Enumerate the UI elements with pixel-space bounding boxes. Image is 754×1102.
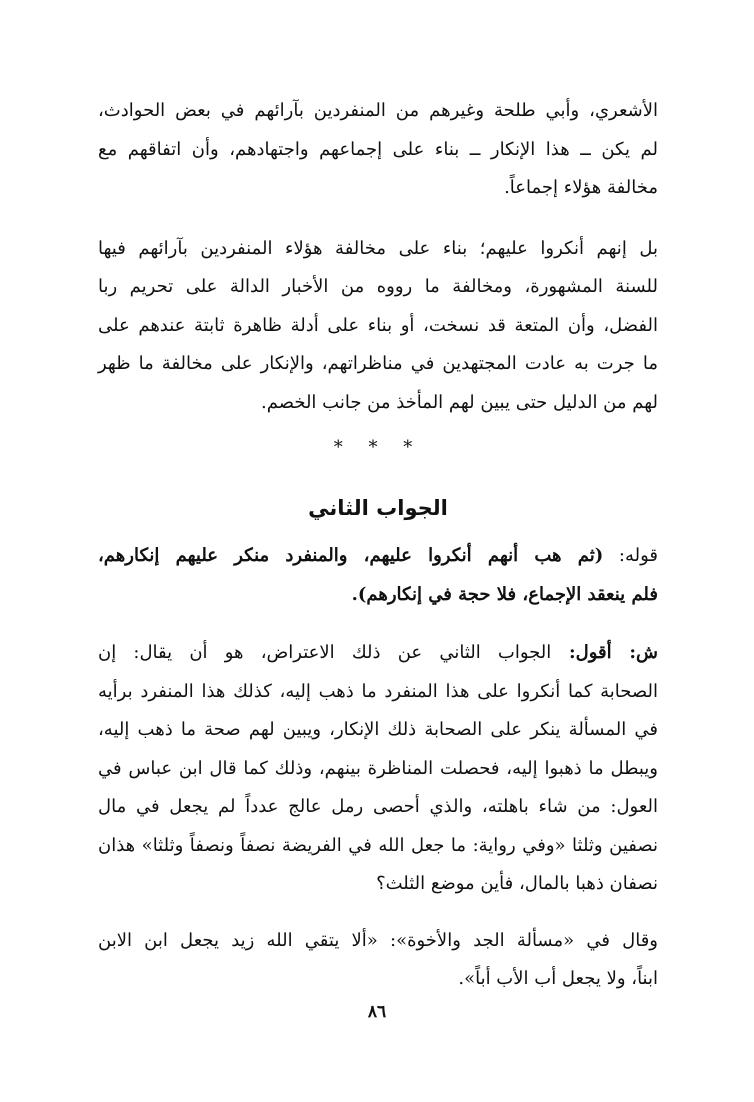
paragraph-2-line: لهم من الدليل حتى يبين لهم المأخذ من جانب الخصم. — [261, 391, 658, 413]
section-separator: * * * — [333, 437, 423, 458]
quote-text: (ثم هب أنهم أنكروا عليهم، والمنفرد منكر عليهم إنكارهم، — [98, 545, 604, 566]
paragraph-5-line: وقال في «مسألة الجد والأخوة»: «ألا يتقي الله زيد يجعل ابن الابن — [98, 929, 658, 951]
quote-paragraph — [98, 537, 658, 614]
page-number: ٨٦ — [367, 1002, 387, 1022]
quote-line: فلم ينعقد الإجماع، فلا حجة في إنكارهم). — [351, 583, 658, 605]
quote-lead: قوله: — [603, 545, 658, 566]
paragraph-2 — [98, 230, 658, 423]
paragraph-4-line: الصحابة كما أنكروا على هذا المنفرد ما ذهب إليه، كذلك هذا المنفرد برأيه — [98, 680, 658, 702]
paragraph-2-line: ما جرت به عادت المجتهدين في مناظراتهم، والإنكار على مخالفة ما ظهر — [98, 353, 658, 374]
paragraph-1-line: مخالفة هؤلاء إجماعاً. — [504, 177, 658, 198]
paragraph-4-line: في المسألة ينكر على الصحابة ذلك الإنكار، ويبين لهم صحة ما ذهب إليه، — [98, 719, 658, 740]
paragraph-4-line: نصفين وثلثا «وفي رواية: ما جعل الله في الفريضة نصفاً ونصفاً وثلثا» هذان — [98, 834, 658, 856]
paragraph-4-line: العول: من شاء باهلته، والذي أحصى رمل عالج عدداً لم يجعل في مال — [98, 796, 658, 817]
paragraph-5-line: ابناً، ولا يجعل أب الأب أباً». — [458, 968, 658, 989]
paragraph-1-line: لم يكن ــ هذا الإنكار ــ بناء على إجماعهم واجتهادهم، وأن اتفاقهم مع — [98, 138, 658, 160]
paragraph-1 — [98, 92, 658, 208]
paragraph-4-line: ويبطل ما ذهبوا إليه، فحصلت المناظرة بينهم، وذلك كما قال ابن عباس في — [98, 757, 658, 779]
paragraph-4-lead: ش: أقول: — [551, 642, 658, 663]
paragraph-4-text: الجواب الثاني عن ذلك الاعتراض، هو أن يقال: إن — [98, 642, 552, 663]
paragraph-2-line: الفضل، وأن المتعة قد نسخت، أو بناء على أدلة ظاهرة ثابتة عندهم على — [98, 314, 658, 336]
paragraph-4-line — [98, 634, 658, 673]
quote-line — [98, 537, 658, 576]
paragraph-2-line: للسنة المشهورة، ومخالفة ما رووه من الأخبار الدالة على تحريم ربا — [98, 276, 658, 297]
paragraph-5 — [98, 922, 658, 999]
paragraph-2-line: بل إنهم أنكروا عليهم؛ بناء على مخالفة هؤلاء المنفردين بآرائهم فيها — [98, 237, 658, 259]
paragraph-1-line: الأشعري، وأبي طلحة وغيرهم من المنفردين بآرائهم في بعض الحوادث، — [98, 100, 658, 121]
section-title: الجواب الثاني — [308, 496, 448, 520]
page-body — [98, 92, 658, 999]
paragraph-4 — [98, 634, 658, 904]
paragraph-4-line: نصفان ذهبا بالمال، فأين موضع الثلث؟ — [376, 873, 658, 894]
